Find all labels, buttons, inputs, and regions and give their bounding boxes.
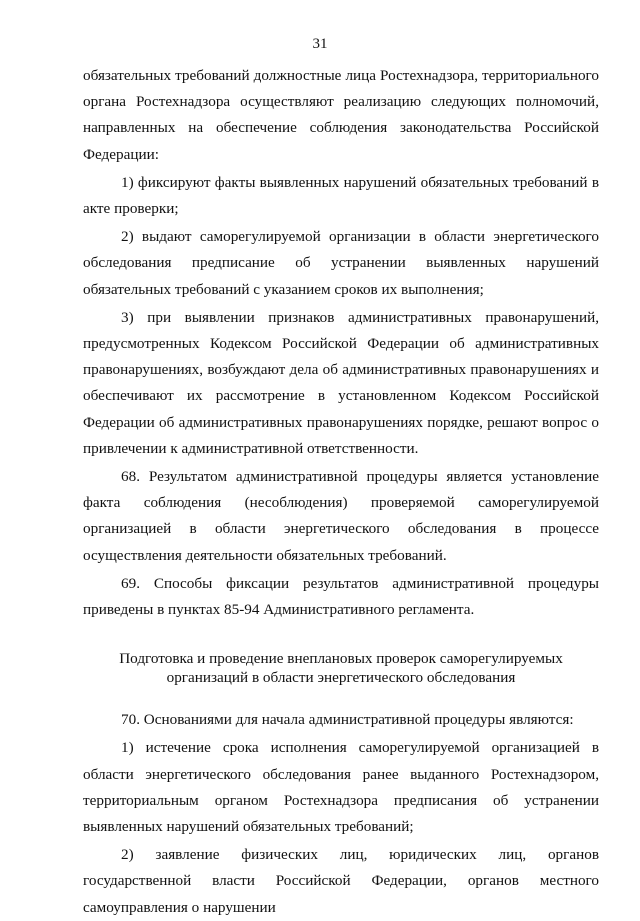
list-item-record-violations: 1) фиксируют факты выявленных нарушений обязательных требований в акте проверки; [83, 173, 599, 218]
list-item-administrative-offenses: 3) при выявлении признаков административных правонарушений, предусмотренных Кодексом Российской Федерации об административных правонарушениях, возбуждают дела об административных правонарушениях и обеспечивают их рассмотрение в установленном Кодексом Российской Федерации об административных правонарушениях порядке, решают вопрос о привлечении к административной ответственности. [83, 308, 599, 457]
paragraph-continuation: обязательных требований должностные лица Ростехнадзора, территориального органа Ростехнадзора осуществляют реализацию следующих полномочий, направленных на обеспечение соблюдения законодательства Российской Федерации: [83, 67, 599, 163]
section-heading-line-1: Подготовка и проведение внеплановых проверок саморегулируемых [119, 650, 563, 668]
list-item-complaint: 2) заявление физических лиц, юридических лиц, органов государственной власти Российской Федерации, органов местного самоуправления о нарушении [83, 846, 599, 916]
section-heading [83, 649, 599, 687]
document-body [83, 63, 599, 921]
paragraph-69: 69. Способы фиксации результатов административной процедуры приведены в пунктах 85-94 Административного регламента. [83, 574, 599, 619]
paragraph-70: 70. Основаниями для начала административной процедуры являются: [121, 711, 574, 729]
page-number: 31 [312, 36, 328, 52]
paragraph-68: 68. Результатом административной процедуры является установление факта соблюдения (несоблюдения) проверяемой саморегулируемой организацией в области энергетического обследования в процессе осуществления деятельности обязательных требований. [83, 468, 599, 564]
list-item-order-expired: 1) истечение срока исполнения саморегулируемой организацией в области энергетического обследования ранее выданного Ростехнадзором, территориальным органом Ростехнадзора предписания об устранении выявленных нарушений обязательных требований; [83, 739, 599, 836]
section-heading-line-2: организаций в области энергетического обследования [166, 669, 516, 687]
list-item-issue-order: 2) выдают саморегулируемой организации в области энергетического обследования предписание об устранении выявленных нарушений обязательных требований с указанием сроков их выполнения; [83, 228, 599, 298]
